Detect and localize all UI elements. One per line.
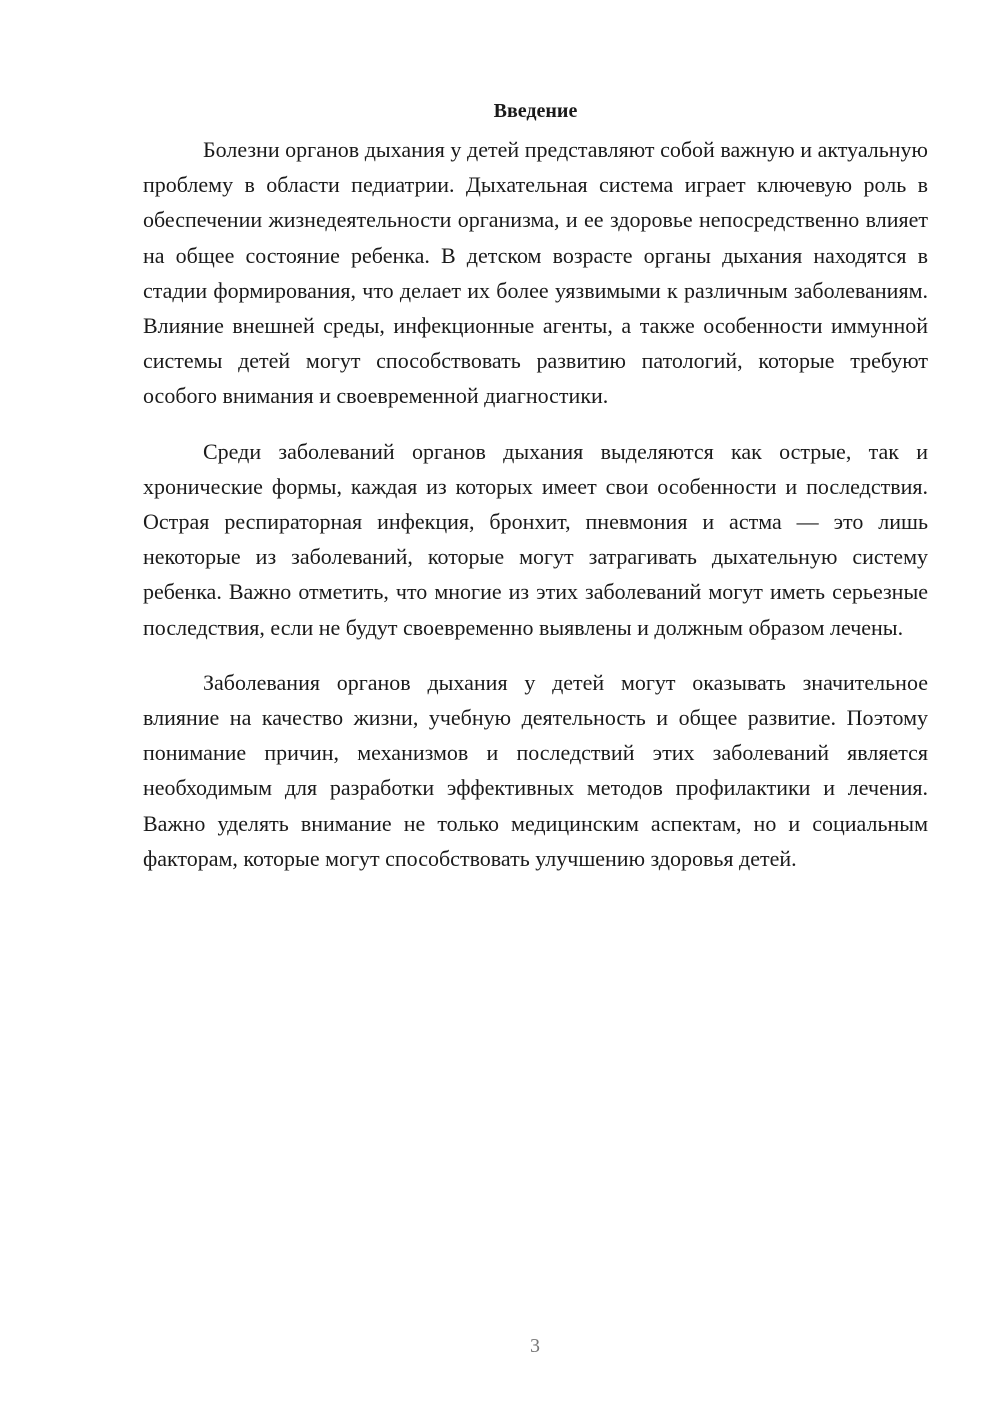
paragraph-2: Среди заболеваний органов дыхания выделяются как острые, так и хронические формы, каждая из которых имеет свои особенности и последствия. Острая респираторная инфекция, бронхит, пневмония и астма — это лишь некоторые из заболеваний, которые могут затрагивать дыхательную систему ребенка. Важно отметить, что многие из этих заболеваний могут иметь серьезные последствия, если не будут своевременно выявлены и должным образом лечены.	[143, 438, 928, 640]
section-title: Введение	[493, 100, 578, 122]
paragraph-3: Заболевания органов дыхания у детей могут оказывать значительное влияние на качество жизни, учебную деятельность и общее развитие. Поэтому понимание причин, механизмов и последствий этих заболеваний является необходимым для разработки эффективных методов профилактики и лечения. Важно уделять внимание не только медицинским аспектам, но и социальным факторам, которые могут способствовать улучшению здоровья детей.	[143, 669, 928, 871]
page-number: 3	[530, 1335, 540, 1357]
paragraph-1: Болезни органов дыхания у детей представляют собой важную и актуальную проблему в области педиатрии. Дыхательная система играет ключевую роль в обеспечении жизнедеятельности организма, и ее здоровье непосредственно влияет на общее состояние ребенка. В детском возрасте органы дыхания находятся в стадии формирования, что делает их более уязвимыми к различным заболеваниям. Влияние внешней среды, инфекционные агенты, а также особенности иммунной системы детей могут способствовать развитию патологий, которые требуют особого внимания и своевременной диагностики.	[143, 137, 928, 409]
document-body	[143, 96, 928, 896]
